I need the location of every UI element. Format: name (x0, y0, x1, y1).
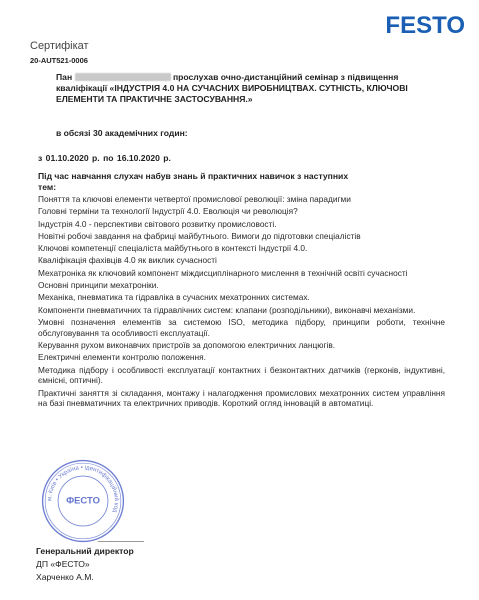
topic-item: Компоненти пневматичних та гідравлічних систем: клапани (розподільники), виконавчі механізми. (38, 304, 416, 315)
topic-item: Новітні робочі завдання на фабриці майбутнього. Вимоги до підготовки спеціалістів (38, 230, 361, 241)
company-stamp (40, 458, 126, 544)
topic-item: Електричні елементи контролю положення. (38, 352, 206, 363)
topic-item: Керування рухом виконавчих пристроїв за допомогою електричних ланцюгів. (38, 339, 336, 350)
topic-item: Кваліфікація фахівців 4.0 як виклик сучасності (38, 255, 217, 266)
topic-item: Поняття та ключові елементи четвертої промислової революції: зміна парадигми (38, 194, 351, 204)
topic-item: Основні принципи мехатроніки. (38, 280, 159, 291)
topics-list (38, 194, 445, 411)
stamp-center-text: ФЕСТО (66, 495, 100, 507)
topic-item: Мехатроніка як ключовий компонент міждисциплінарного мислення в технічній освіті сучасності (38, 267, 408, 278)
signature-line (98, 541, 144, 542)
signatory-organization: ДП «ФЕСТО» (36, 559, 90, 569)
stamp-ring-text: м. Київ • Україна • ідентифікаційний код (47, 465, 119, 514)
topic-item: Індустрія 4.0 - перспективи світового розвитку промисловості. (38, 218, 277, 229)
redacted-name (75, 73, 171, 81)
topic-item: Умовні позначення елементів за системою ISO, методика підбору, принципи роботи, технічне обслуговування та особливості експлуатації. (38, 316, 445, 338)
festo-logo: FESTO (385, 12, 465, 39)
signatory-title: Генеральний директор (36, 546, 134, 556)
certificate-title: Сертифікат (30, 40, 89, 52)
topic-item: Головні терміни та технології Індустрії 4.0. Еволюція чи революція? (38, 206, 298, 217)
hours-line: в обсязі 30 академічних годин: (56, 128, 188, 138)
topic-item: Практичні заняття зі складання, монтажу і налагодження промислових мехатронних систем управління на базі пневматичних та електричних приводів. Короткий огляд інновацій в автоматиці. (38, 387, 445, 409)
certificate-number: 20-AUT521-0006 (30, 56, 88, 65)
topic-item: Механіка, пневматика та гідравліка в сучасних мехатронних системах. (38, 292, 310, 303)
knowledge-heading: Під час навчання слухач набув знань й практичних навичок з наступних тем: (38, 171, 349, 192)
signatory-name: Харченко А.М. (36, 572, 94, 582)
intro-text: прослухав очно-дистанційний семінар з підвищення кваліфікації «ІНДУСТРІЯ 4.0 НА СУЧАСНИХ ВИРОБНИЦТВАХ. СУТНІСТЬ, КЛЮЧОВІ ЕЛЕМЕНТИ ТА ПРАКТИЧНЕ ЗАСТОСУВАННЯ.» (56, 72, 408, 104)
intro-paragraph (56, 72, 416, 105)
topic-item: Ключові компетенції спеціаліста майбутнього в контексті Індустрії 4.0. (38, 243, 308, 254)
dates-line: з 01.10.2020 р. по 16.10.2020 р. (38, 153, 171, 163)
topic-item: Методика підбору і особливості експлуатації контактних і безконтактних датчиків (герконів, індуктивні, ємнісні, оптичні). (38, 364, 445, 386)
intro-prefix: Пан (56, 72, 73, 82)
